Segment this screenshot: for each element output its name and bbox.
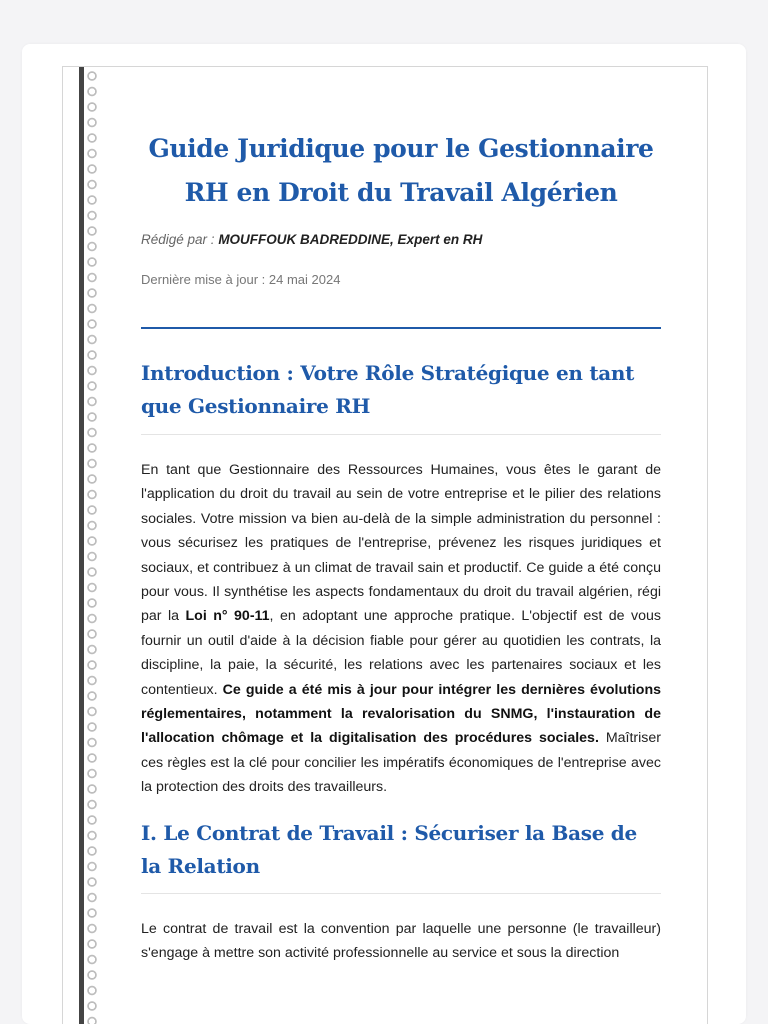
section-heading-introduction: Introduction : Votre Rôle Stratégique en tant que Gestionnaire RH [141, 361, 635, 418]
author-line [141, 232, 482, 247]
introduction-paragraph [141, 458, 661, 800]
contract-paragraph: Le contrat de travail est la convention par laquelle une personne (le travailleur) s'engage à mettre son activité professionnelle au service et sous la direction [141, 921, 661, 962]
document-title: Guide Juridique pour le Gestionnaire RH en Droit du Travail Algérien [148, 134, 654, 207]
binder-rings-icon [85, 69, 99, 1024]
update-notice: Ce guide a été mis à jour pour intégrer les dernières évolutions réglementaires, notamment la revalorisation du SNMG, l'instauration de l'allocation chômage et la digitalisation des procédures sociales. [141, 681, 661, 747]
section-divider [141, 893, 661, 894]
intro-text-1: En tant que Gestionnaire des Ressources Humaines, vous êtes le garant de l'application du droit du travail au sein de votre entreprise et le pilier des relations sociales. Votre mission va bien au-delà de la simple administration du personnel : vous sécurisez les pratiques de l'entreprise, prévenez les risques juridiques et sociaux, et contribuez à un climat de travail sain et productif. Ce guide a été conçu pour vous. Il synthétise les aspects fondamentaux du droit du travail algérien, régi par la [141, 462, 661, 625]
binder-spine [79, 67, 84, 1024]
document-viewer-card [22, 44, 746, 1024]
section-heading-contract: I. Le Contrat de Travail : Sécuriser la Base de la Relation [141, 821, 637, 878]
document-page [62, 66, 708, 1024]
title-divider [141, 327, 661, 329]
author-name: MOUFFOUK BADREDDINE, Expert en RH [218, 232, 483, 247]
intro-text-2: , en adoptant une approche pratique. L'objectif est de vous fournir un outil d'aide à la décision fiable pour gérer au quotidien les contrats, la discipline, la paie, la sécurité, les relations avec les partenaires sociaux et les contentieux. [141, 608, 661, 698]
law-reference: Loi n° 90-11 [185, 608, 270, 625]
last-updated: Dernière mise à jour : 24 mai 2024 [141, 272, 341, 287]
author-label: Rédigé par : [141, 232, 215, 247]
section-divider [141, 434, 661, 435]
intro-text-3: Maîtriser ces règles est la clé pour concilier les impératifs économiques de l'entreprise avec la protection des droits des travailleurs. [141, 730, 662, 796]
